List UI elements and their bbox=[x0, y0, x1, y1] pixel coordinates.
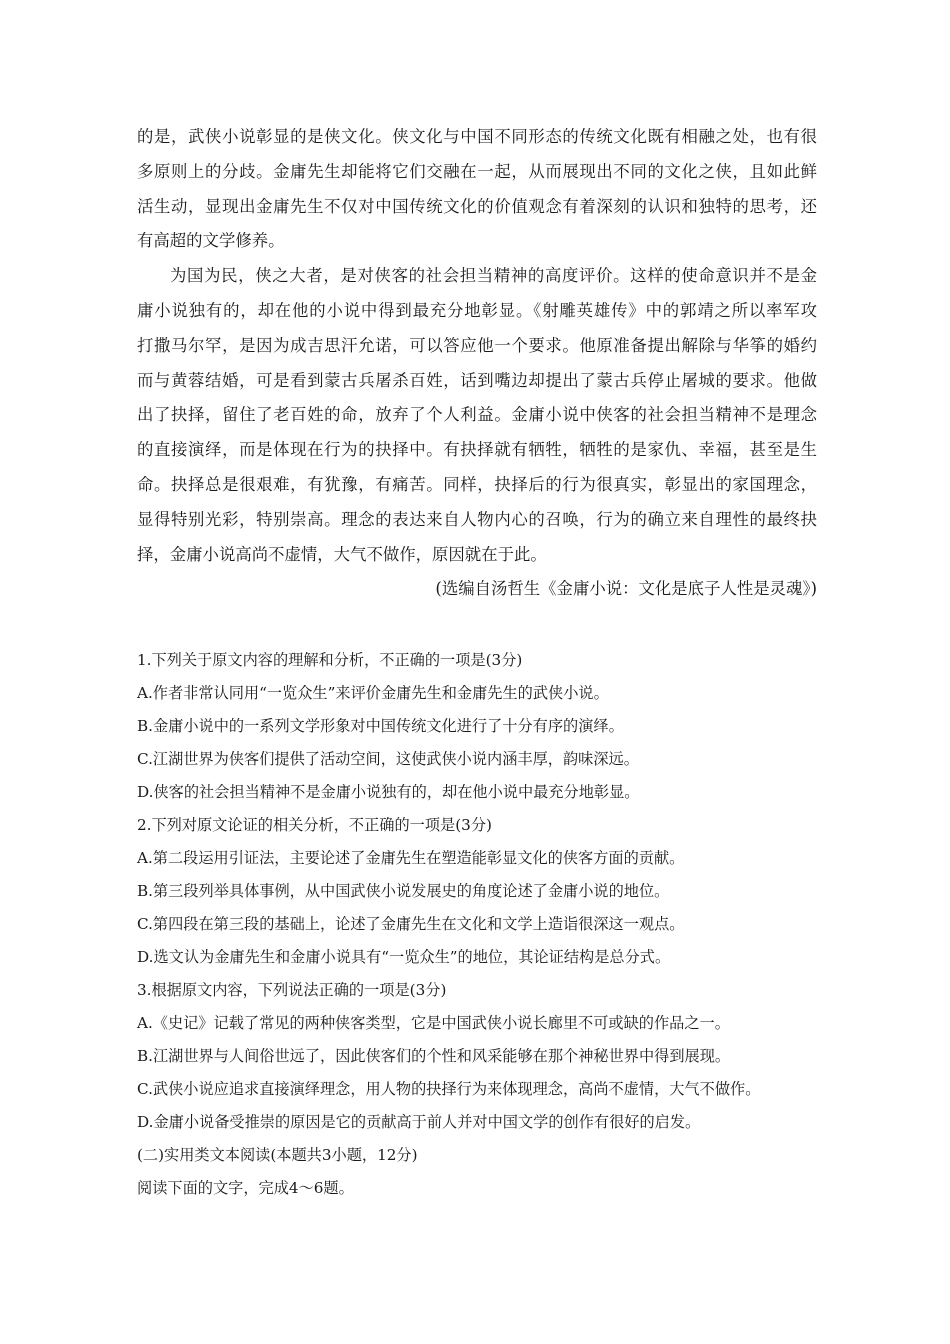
passage-line: 庸小说独有的，却在他的小说中得到最充分地彰显。《射雕英雄传》中的郭靖之所以率军攻 bbox=[137, 300, 817, 320]
question-stem: 2.下列对原文论证的相关分析，不正确的一项是(3分) bbox=[137, 816, 492, 834]
passage-line: 出了抉择，留住了老百姓的命，放弃了个人利益。金庸小说中侠客的社会担当精神不是理念 bbox=[137, 405, 817, 425]
answer-option: B.第三段列举具体事例，从中国武侠小说发展史的角度论述了金庸小说的地位。 bbox=[137, 882, 670, 900]
section-instruction: 阅读下面的文字，完成4～6题。 bbox=[137, 1179, 354, 1197]
passage-line: 活生动，显现出金庸先生不仅对中国传统文化的价值观念有着深刻的认识和独特的思考，还 bbox=[137, 196, 817, 216]
answer-option: C.第四段在第三段的基础上，论述了金庸先生在文化和文学上造诣很深这一观点。 bbox=[137, 915, 685, 933]
passage-line: 的是，武侠小说彰显的是侠文化。侠文化与中国不同形态的传统文化既有相融之处，也有很 bbox=[137, 127, 817, 146]
answer-option: A.《史记》记载了常见的两种侠客类型，它是中国武侠小说长廊里不可或缺的作品之一。 bbox=[137, 1014, 730, 1032]
answer-option: D.选文认为金庸先生和金庸小说具有“一览众生”的地位，其论证结构是总分式。 bbox=[137, 948, 671, 966]
section-heading: (二)实用类文本阅读(本题共3小题，12分) bbox=[137, 1146, 418, 1164]
answer-option: D.金庸小说备受推崇的原因是它的贡献高于前人并对中国文学的创作有很好的启发。 bbox=[137, 1113, 701, 1131]
questions bbox=[137, 644, 817, 1205]
passage-line: 为国为民，侠之大者，是对侠客的社会担当精神的高度评价。这样的使命意识并不是金 bbox=[170, 266, 817, 286]
answer-option: A.作者非常认同用“一览众生”来评价金庸先生和金庸先生的武侠小说。 bbox=[137, 684, 609, 702]
answer-option: C.武侠小说应追求直接演绎理念，用人物的抉择行为来体现理念，高尚不虚情，大气不做作。 bbox=[137, 1080, 761, 1098]
answer-option: D.侠客的社会担当精神不是金庸小说独有的，却在他小说中最充分地彰显。 bbox=[137, 783, 640, 801]
passage-source: (选编自汤哲生《金庸小说：文化是底子人性是灵魂》) bbox=[435, 579, 817, 599]
answer-option: B.江湖世界与人间俗世远了，因此侠客们的个性和风采能够在那个神秘世界中得到展现。 bbox=[137, 1047, 731, 1065]
answer-option: B.金庸小说中的一系列文学形象对中国传统文化进行了十分有序的演绎。 bbox=[137, 717, 624, 735]
answer-option: A.第二段运用引证法，主要论述了金庸先生在塑造能彰显文化的侠客方面的贡献。 bbox=[137, 849, 685, 867]
passage-line: 有高超的文学修养。 bbox=[137, 231, 285, 251]
passage-line: 多原则上的分歧。金庸先生却能将它们交融在一起，从而展现出不同的文化之侠，且如此鲜 bbox=[137, 161, 817, 181]
answer-option: C.江湖世界为侠客们提供了活动空间，这使武侠小说内涵丰厚，韵味深远。 bbox=[137, 750, 639, 768]
passage-line: 命。抉择总是很艰难，有犹豫，有痛苦。同样，抉择后的行为很真实，彰显出的家国理念， bbox=[137, 474, 817, 494]
passage-line: 的直接演绎，而是体现在行为的抉择中。有抉择就有牺牲，牺牲的是家仇、幸福，甚至是生 bbox=[137, 440, 817, 460]
passage-line: 择，金庸小说高尚不虚情，大气不做作，原因就在于此。 bbox=[137, 544, 547, 564]
passage-line: 而与黄蓉结婚，可是看到蒙古兵屠杀百姓，话到嘴边却提出了蒙古兵停止屠城的要求。他做 bbox=[137, 370, 817, 390]
passage bbox=[137, 120, 817, 607]
question-stem: 1.下列关于原文内容的理解和分析，不正确的一项是(3分) bbox=[137, 651, 523, 669]
passage-line: 打撒马尔罕，是因为成吉思汗允诺，可以答应他一个要求。他原准备提出解除与华筝的婚约 bbox=[137, 335, 817, 355]
passage-line: 显得特别光彩，特别崇高。理念的表达来自人物内心的召唤，行为的确立来自理性的最终抉 bbox=[137, 509, 817, 529]
question-stem: 3.根据原文内容，下列说法正确的一项是(3分) bbox=[137, 981, 447, 999]
